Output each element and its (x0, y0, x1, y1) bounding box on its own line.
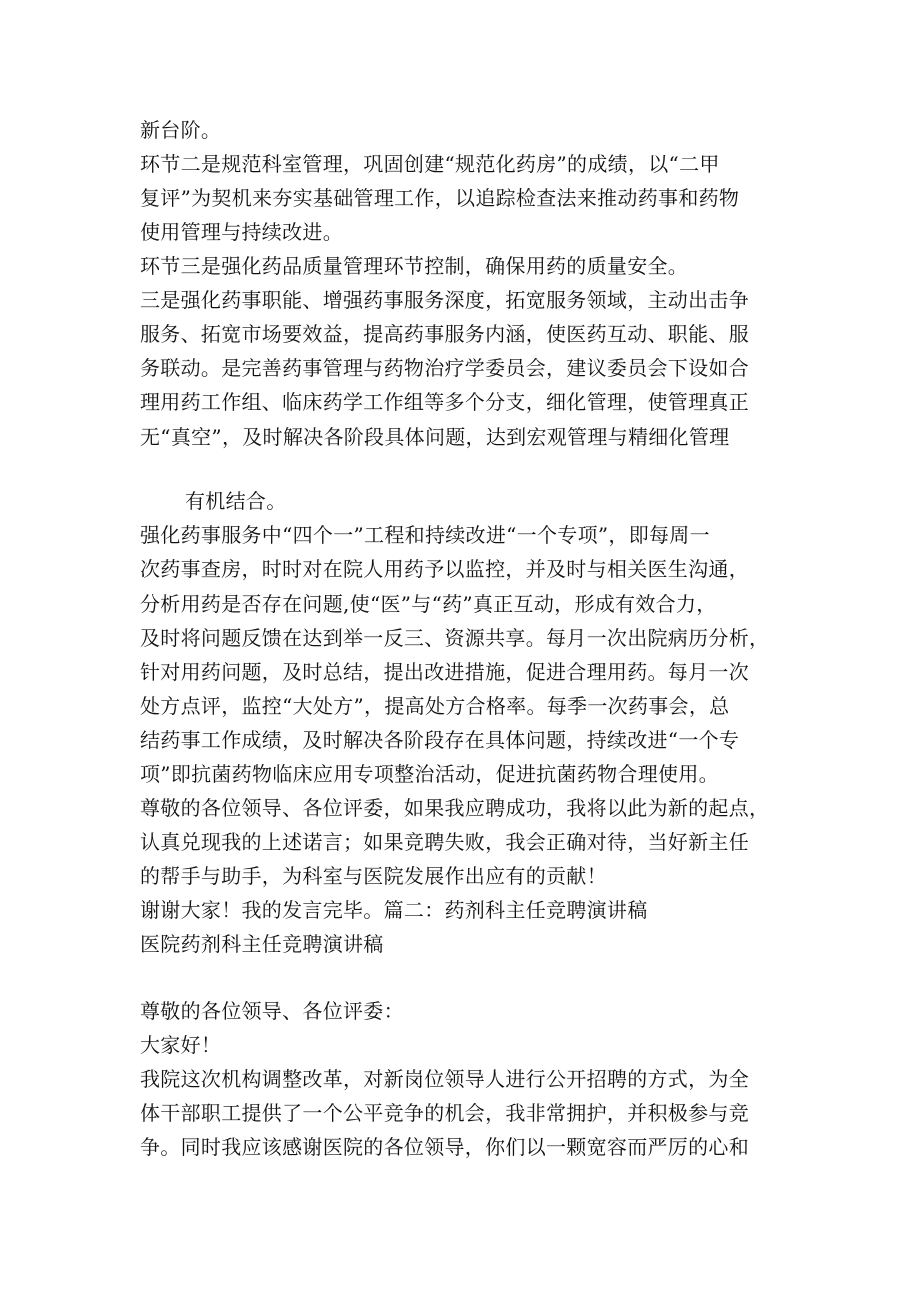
text-line: 认真兑现我的上述诺言；如果竞聘失败，我会正确对待，当好新主任 (140, 830, 749, 854)
text-line: 针对用药问题，及时总结，提出改进措施，促进合理用药。每月一次 (140, 660, 749, 684)
text-line: 及时将问题反馈在达到举一反三、资源共享。每月一次出院病历分析， (140, 626, 770, 650)
salutation: 尊敬的各位领导、各位评委： (140, 999, 404, 1023)
greeting: 大家好！ (140, 1033, 222, 1057)
text-line: 服务、拓宽市场要效益，提高药事服务内涵，使医药互动、职能、服 (140, 322, 749, 346)
text-line: 有机结合。 (185, 489, 287, 513)
text-line: 三是强化药事职能、增强药事服务深度，拓宽服务领域，主动出击争 (140, 288, 749, 312)
text-line: 体干部职工提供了一个公平竞争的机会，我非常拥护，并积极参与竞 (140, 1101, 749, 1125)
text-line: 项”即抗菌药物临床应用专项整治活动，促进抗菌药物合理使用。 (140, 762, 719, 786)
document-heading: 医院药剂科主任竞聘演讲稿 (140, 932, 384, 956)
text-line: 我院这次机构调整改革，对新岗位领导人进行公开招聘的方式，为全 (140, 1067, 749, 1091)
text-line: 理用药工作组、临床药学工作组等多个分支，细化管理，使管理真正 (140, 390, 749, 414)
text-line: 处方点评，监控“大处方”，提高处方合格率。每季一次药事会，总 (140, 694, 730, 718)
text-line: 务联动。是完善药事管理与药物治疗学委员会，建议委员会下设如合 (140, 356, 749, 380)
text-line: 无“真空”，及时解决各阶段具体问题，达到宏观管理与精细化管理 (140, 425, 730, 449)
text-line: 使用管理与持续改进。 (140, 220, 343, 244)
text-line: 分析用药是否存在问题,使“医”与“药”真正互动，形成有效合力， (140, 592, 717, 616)
text-line: 环节三是强化药品质量管理环节控制，确保用药的质量安全。 (140, 254, 689, 278)
text-line: 次药事查房，时时对在院人用药予以监控，并及时与相关医生沟通， (140, 557, 749, 581)
text-line: 争。同时我应该感谢医院的各位领导，你们以一颗宽容而严厉的心和 (140, 1135, 749, 1159)
text-line: 新台阶。 (140, 118, 222, 142)
text-line: 环节二是规范科室管理，巩固创建“规范化药房”的成绩，以“二甲 (140, 152, 720, 176)
text-line: 的帮手与助手，为科室与医院发展作出应有的贡献！ (140, 864, 607, 888)
text-line: 谢谢大家！我的发言完毕。篇二：药剂科主任竞聘演讲稿 (140, 898, 648, 922)
text-line: 结药事工作成绩，及时解决各阶段存在具体问题，持续改进“一个专 (140, 728, 740, 752)
text-line: 尊敬的各位领导、各位评委，如果我应聘成功，我将以此为新的起点， (140, 796, 770, 820)
text-line: 复评”为契机来夯实基础管理工作，以追踪检查法来推动药事和药物 (140, 186, 740, 210)
text-line: 强化药事服务中“四个一”工程和持续改进“一个专项”，即每周一 (140, 523, 710, 547)
